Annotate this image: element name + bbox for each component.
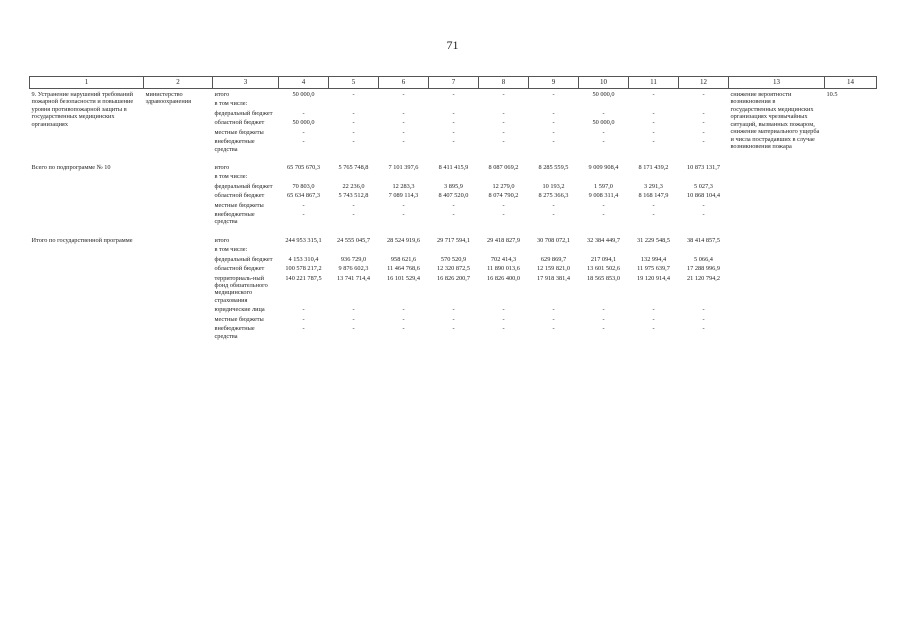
column-header: 11 bbox=[629, 77, 679, 89]
amount-cell: 8 168 147,9 bbox=[638, 192, 669, 200]
amount-cell: 7 089 114,3 bbox=[388, 192, 419, 200]
amount-cell: 132 994,4 bbox=[640, 255, 667, 263]
table-row bbox=[30, 235, 877, 244]
amount-cell: - bbox=[652, 138, 655, 146]
amount-cell: - bbox=[502, 119, 505, 127]
amount-cell bbox=[529, 244, 579, 253]
amount-cell: 29 717 594,1 bbox=[436, 236, 471, 244]
amount-cell: - bbox=[402, 325, 405, 333]
amount-cell: - bbox=[702, 138, 705, 146]
amount-cell: - bbox=[652, 211, 655, 219]
amount-cell: - bbox=[602, 315, 605, 323]
amount-cell: - bbox=[552, 128, 555, 136]
amount-cell: - bbox=[602, 109, 605, 117]
amount-cell: - bbox=[452, 315, 455, 323]
funding-source-cell: местные бюджеты bbox=[214, 201, 264, 209]
column-header: 8 bbox=[479, 77, 529, 89]
amount-cell: - bbox=[652, 325, 655, 333]
amount-cell: - bbox=[452, 138, 455, 146]
funding-source-cell: федеральный бюджет bbox=[214, 109, 273, 117]
amount-cell: - bbox=[552, 138, 555, 146]
column-header: 1 bbox=[30, 77, 144, 89]
amount-cell: 100 578 217,2 bbox=[285, 265, 322, 273]
amount-cell: - bbox=[352, 128, 355, 136]
funding-source-cell: юридические лица bbox=[214, 306, 265, 314]
amount-cell: - bbox=[552, 325, 555, 333]
amount-cell bbox=[429, 171, 479, 180]
amount-cell: - bbox=[352, 325, 355, 333]
amount-cell: - bbox=[352, 109, 355, 117]
amount-cell: - bbox=[602, 306, 605, 314]
amount-cell: 21 120 794,2 bbox=[686, 274, 721, 282]
column-header: 2 bbox=[144, 77, 213, 89]
amount-cell: - bbox=[552, 201, 555, 209]
amount-cell: - bbox=[352, 119, 355, 127]
amount-cell: - bbox=[702, 128, 705, 136]
amount-cell bbox=[529, 171, 579, 180]
amount-cell: - bbox=[502, 91, 505, 98]
amount-cell: 8 087 069,2 bbox=[488, 163, 519, 171]
amount-cell: - bbox=[452, 109, 455, 117]
amount-cell bbox=[379, 244, 429, 253]
amount-cell: 5 027,3 bbox=[694, 182, 713, 190]
column-header: 10 bbox=[579, 77, 629, 89]
amount-cell: - bbox=[352, 315, 355, 323]
amount-cell: 38 414 857,5 bbox=[686, 236, 721, 244]
amount-cell bbox=[479, 98, 529, 107]
amount-cell: - bbox=[402, 201, 405, 209]
amount-cell: - bbox=[302, 201, 305, 209]
amount-cell: - bbox=[552, 119, 555, 127]
funding-source-cell: областной бюджет bbox=[214, 265, 265, 273]
amount-cell: - bbox=[702, 119, 705, 127]
amount-cell: - bbox=[402, 109, 405, 117]
page-number: 71 bbox=[446, 38, 459, 52]
amount-cell: - bbox=[302, 306, 305, 314]
amount-cell: 65 634 867,3 bbox=[286, 192, 321, 200]
funding-source-cell: в том числе: bbox=[214, 100, 248, 108]
funding-source-cell: местные бюджеты bbox=[214, 315, 264, 323]
expected-result-cell bbox=[729, 235, 825, 340]
column-header: 12 bbox=[679, 77, 729, 89]
amount-cell: - bbox=[652, 306, 655, 314]
amount-cell: 13 741 714,4 bbox=[336, 274, 371, 282]
funding-source-cell: территориаль-ный фонд обязательного медицинского страхования bbox=[214, 274, 268, 304]
amount-cell bbox=[379, 98, 429, 107]
amount-cell: - bbox=[702, 211, 705, 219]
amount-cell: - bbox=[652, 119, 655, 127]
amount-cell: - bbox=[602, 128, 605, 136]
amount-cell: - bbox=[552, 306, 555, 314]
amount-cell: 140 221 787,5 bbox=[285, 274, 322, 282]
funding-source-cell: федеральный бюджет bbox=[214, 255, 273, 263]
amount-cell: - bbox=[702, 315, 705, 323]
amount-cell bbox=[379, 171, 429, 180]
amount-cell: 4 153 310,4 bbox=[288, 255, 319, 263]
amount-cell: 50 000,0 bbox=[292, 119, 315, 127]
amount-cell: - bbox=[502, 201, 505, 209]
column-header: 13 bbox=[729, 77, 825, 89]
amount-cell: 7 101 397,6 bbox=[388, 163, 419, 171]
amount-cell: - bbox=[452, 128, 455, 136]
amount-cell: - bbox=[302, 138, 305, 146]
amount-cell: 19 120 914,4 bbox=[636, 274, 671, 282]
amount-cell: - bbox=[652, 128, 655, 136]
amount-cell: 50 000,0 bbox=[592, 119, 615, 127]
amount-cell: - bbox=[302, 315, 305, 323]
amount-cell: - bbox=[652, 109, 655, 117]
table-body bbox=[30, 89, 877, 340]
amount-cell: 29 418 827,9 bbox=[486, 236, 521, 244]
table-row bbox=[30, 162, 877, 171]
amount-cell: - bbox=[302, 109, 305, 117]
amount-cell: 13 601 502,6 bbox=[586, 265, 621, 273]
amount-cell: - bbox=[502, 109, 505, 117]
amount-cell bbox=[629, 171, 679, 180]
amount-cell: - bbox=[452, 325, 455, 333]
amount-cell: - bbox=[452, 119, 455, 127]
amount-cell: - bbox=[302, 211, 305, 219]
amount-cell: 65 705 670,3 bbox=[286, 163, 321, 171]
amount-cell: 28 524 919,6 bbox=[386, 236, 421, 244]
column-header: 4 bbox=[279, 77, 329, 89]
amount-cell: - bbox=[552, 91, 555, 98]
amount-cell: - bbox=[452, 211, 455, 219]
block-spacer bbox=[30, 153, 877, 162]
column-header: 6 bbox=[379, 77, 429, 89]
amount-cell: - bbox=[502, 138, 505, 146]
amount-cell: 244 953 315,1 bbox=[285, 236, 322, 244]
funding-source-cell: в том числе: bbox=[214, 173, 248, 181]
funding-source-cell: внебюджетные средства bbox=[214, 211, 255, 226]
executor-cell: министерство здравоохранения bbox=[145, 91, 191, 106]
amount-cell bbox=[579, 171, 629, 180]
amount-cell: 8 074 790,2 bbox=[488, 192, 519, 200]
amount-cell bbox=[329, 244, 379, 253]
funding-source-cell: внебюджетные средства bbox=[214, 325, 255, 340]
amount-cell: 702 414,3 bbox=[490, 255, 517, 263]
amount-cell: - bbox=[302, 325, 305, 333]
amount-cell: - bbox=[402, 315, 405, 323]
amount-cell: 12 283,3 bbox=[392, 182, 415, 190]
amount-cell bbox=[629, 244, 679, 253]
amount-cell bbox=[329, 171, 379, 180]
amount-cell bbox=[429, 98, 479, 107]
amount-cell: - bbox=[352, 138, 355, 146]
amount-cell bbox=[579, 244, 629, 253]
amount-cell: 5 066,4 bbox=[694, 255, 713, 263]
funding-source-cell: итого bbox=[214, 236, 230, 244]
block-spacer bbox=[30, 226, 877, 235]
executor-cell bbox=[144, 162, 213, 226]
budget-table bbox=[29, 76, 877, 340]
amount-cell: 8 285 559,5 bbox=[538, 163, 569, 171]
amount-cell: - bbox=[502, 128, 505, 136]
funding-source-cell: областной бюджет bbox=[214, 192, 265, 200]
amount-cell: - bbox=[702, 91, 705, 98]
amount-cell bbox=[329, 98, 379, 107]
amount-cell: 16 826 200,7 bbox=[436, 274, 471, 282]
amount-cell: 32 384 449,7 bbox=[586, 236, 621, 244]
amount-cell: 12 159 821,0 bbox=[536, 265, 571, 273]
amount-cell: - bbox=[402, 119, 405, 127]
amount-cell: - bbox=[602, 211, 605, 219]
amount-cell bbox=[629, 98, 679, 107]
amount-cell: 5 743 512,8 bbox=[338, 192, 369, 200]
amount-cell: - bbox=[502, 306, 505, 314]
amount-cell: - bbox=[552, 109, 555, 117]
amount-cell: - bbox=[702, 306, 705, 314]
amount-cell: 10 873 131,7 bbox=[686, 163, 721, 171]
amount-cell: - bbox=[402, 91, 405, 98]
table-header bbox=[30, 77, 877, 89]
expected-result-cell bbox=[729, 162, 825, 226]
amount-cell: 11 464 768,6 bbox=[387, 265, 420, 273]
amount-cell: - bbox=[452, 201, 455, 209]
measure-name-cell: Итого по государственной программе bbox=[31, 236, 133, 244]
amount-cell: 8 407 520,0 bbox=[438, 192, 469, 200]
amount-cell: - bbox=[652, 201, 655, 209]
amount-cell: 8 411 415,9 bbox=[438, 163, 469, 171]
amount-cell: - bbox=[452, 306, 455, 314]
amount-cell: - bbox=[552, 211, 555, 219]
amount-cell: - bbox=[402, 211, 405, 219]
measure-name-cell: Всего по подпрограмме № 10 bbox=[31, 163, 111, 171]
amount-cell: - bbox=[702, 201, 705, 209]
amount-cell: 12 279,0 bbox=[492, 182, 515, 190]
amount-cell: 1 597,0 bbox=[594, 182, 613, 190]
amount-cell: - bbox=[402, 306, 405, 314]
indicator-cell: 10.5 bbox=[826, 91, 838, 98]
spacer-cell bbox=[30, 153, 877, 162]
amount-cell: - bbox=[702, 325, 705, 333]
funding-source-cell: итого bbox=[214, 91, 230, 98]
amount-cell: - bbox=[502, 315, 505, 323]
amount-cell: 18 565 853,0 bbox=[586, 274, 621, 282]
table-row bbox=[30, 89, 877, 99]
amount-cell: - bbox=[452, 91, 455, 98]
funding-source-cell: внебюджетные средства bbox=[214, 138, 255, 153]
funding-source-cell: федеральный бюджет bbox=[214, 182, 273, 190]
amount-cell bbox=[279, 171, 329, 180]
column-header: 14 bbox=[825, 77, 877, 89]
amount-cell: - bbox=[502, 325, 505, 333]
amount-cell bbox=[279, 98, 329, 107]
amount-cell bbox=[479, 171, 529, 180]
amount-cell: 50 000,0 bbox=[292, 91, 315, 98]
amount-cell bbox=[679, 171, 729, 180]
amount-cell: - bbox=[402, 138, 405, 146]
amount-cell: 570 520,9 bbox=[440, 255, 467, 263]
amount-cell: 10 193,2 bbox=[542, 182, 565, 190]
amount-cell: - bbox=[352, 91, 355, 98]
amount-cell: 217 094,1 bbox=[590, 255, 617, 263]
amount-cell: - bbox=[602, 138, 605, 146]
amount-cell: - bbox=[502, 211, 505, 219]
amount-cell: 16 826 400,0 bbox=[486, 274, 521, 282]
amount-cell: 22 236,0 bbox=[342, 182, 365, 190]
amount-cell: 30 708 072,1 bbox=[536, 236, 571, 244]
amount-cell: 10 868 104,4 bbox=[686, 192, 721, 200]
amount-cell: - bbox=[352, 306, 355, 314]
amount-cell: 5 765 748,8 bbox=[338, 163, 369, 171]
amount-cell: 17 918 381,4 bbox=[536, 274, 571, 282]
funding-source-cell: итого bbox=[214, 163, 230, 171]
amount-cell: 17 288 996,9 bbox=[686, 265, 721, 273]
funding-source-cell: местные бюджеты bbox=[214, 128, 264, 136]
amount-cell: 12 320 872,5 bbox=[436, 265, 471, 273]
amount-cell: 16 101 529,4 bbox=[386, 274, 421, 282]
amount-cell bbox=[279, 244, 329, 253]
amount-cell: 9 009 908,4 bbox=[588, 163, 619, 171]
indicator-cell bbox=[825, 235, 877, 340]
amount-cell: - bbox=[652, 91, 655, 98]
amount-cell: 11 890 013,6 bbox=[487, 265, 520, 273]
amount-cell: 3 895,9 bbox=[444, 182, 463, 190]
amount-cell: 50 000,0 bbox=[592, 91, 615, 98]
amount-cell bbox=[679, 244, 729, 253]
amount-cell: 958 621,6 bbox=[390, 255, 417, 263]
amount-cell bbox=[679, 98, 729, 107]
amount-cell: - bbox=[602, 325, 605, 333]
amount-cell bbox=[479, 244, 529, 253]
amount-cell: 9 008 311,4 bbox=[588, 192, 619, 200]
amount-cell: 3 291,3 bbox=[644, 182, 663, 190]
amount-cell: - bbox=[352, 201, 355, 209]
funding-source-cell: в том числе: bbox=[214, 246, 248, 254]
amount-cell: - bbox=[602, 201, 605, 209]
column-header: 5 bbox=[329, 77, 379, 89]
funding-source-cell: областной бюджет bbox=[214, 119, 265, 127]
amount-cell bbox=[579, 98, 629, 107]
amount-cell: 31 229 548,5 bbox=[636, 236, 671, 244]
amount-cell: - bbox=[302, 128, 305, 136]
amount-cell: 24 555 045,7 bbox=[336, 236, 371, 244]
amount-cell: 8 275 366,3 bbox=[538, 192, 569, 200]
amount-cell bbox=[529, 98, 579, 107]
amount-cell bbox=[429, 244, 479, 253]
column-header: 7 bbox=[429, 77, 479, 89]
column-header: 3 bbox=[213, 77, 279, 89]
amount-cell: - bbox=[402, 128, 405, 136]
spacer-cell bbox=[30, 226, 877, 235]
amount-cell: 9 876 602,3 bbox=[338, 265, 369, 273]
amount-cell: - bbox=[702, 109, 705, 117]
amount-cell: 70 803,0 bbox=[292, 182, 315, 190]
amount-cell: 936 729,0 bbox=[340, 255, 367, 263]
amount-cell: - bbox=[652, 315, 655, 323]
amount-cell: - bbox=[352, 211, 355, 219]
column-header: 9 bbox=[529, 77, 579, 89]
amount-cell: 629 869,7 bbox=[540, 255, 567, 263]
amount-cell: - bbox=[552, 315, 555, 323]
expected-result-cell: снижение вероятности возникновения в государственных медицинских организациях чрезвычайных ситуаций, вызванных пожаром, снижение материального ущерба и числа пострадавших в случае возникновения пожара bbox=[730, 91, 820, 150]
executor-cell bbox=[144, 235, 213, 340]
indicator-cell bbox=[825, 162, 877, 226]
amount-cell: 11 975 639,7 bbox=[637, 265, 670, 273]
header-row bbox=[30, 77, 877, 89]
amount-cell: 8 171 439,2 bbox=[638, 163, 669, 171]
measure-name-cell: 9. Устранение нарушений требований пожарной безопасности и повышение уровня противопожарной защиты в государственных медицинских организациях bbox=[31, 91, 134, 128]
